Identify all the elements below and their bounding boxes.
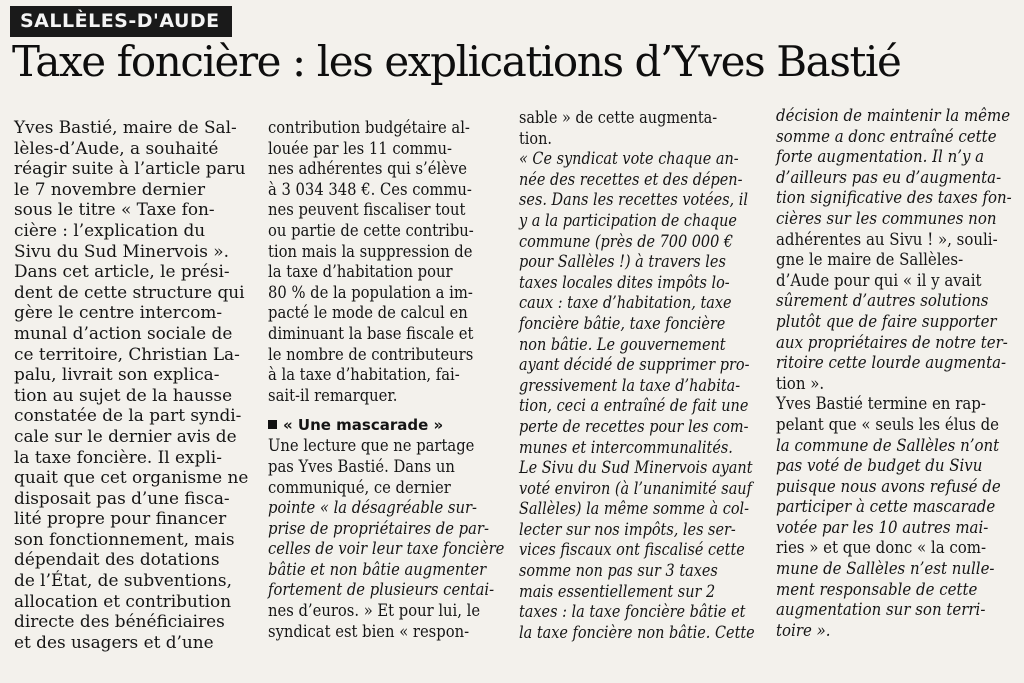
text-line: réagir suite à l’article paru xyxy=(14,159,246,180)
text-line: ritoire cette lourde augmenta- xyxy=(776,353,1007,374)
text-line: Yves Bastié, maire de Sal- xyxy=(14,118,237,138)
text-line: gère le centre intercom- xyxy=(14,303,223,324)
text-line: taxes locales dites impôts lo- xyxy=(519,272,730,293)
text-line: Sivu du Sud Minervois ». xyxy=(14,241,230,262)
text-line: ou partie de cette contribu- xyxy=(268,220,474,241)
text-line: tion ». xyxy=(776,373,825,394)
text-line: la commune de Sallèles n’ont xyxy=(776,435,1000,456)
text-line: cières sur les communes non xyxy=(776,208,997,229)
text-line: augmentation sur son terri- xyxy=(776,600,986,621)
text-line: nes peuvent fiscaliser tout xyxy=(268,200,466,221)
text-line: cale sur le dernier avis de xyxy=(14,426,237,447)
text-line: toire ». xyxy=(776,620,831,641)
text-line: lité propre pour financer xyxy=(14,509,227,530)
text-line: sous le titre « Taxe fon- xyxy=(14,200,215,221)
text-line: pas Yves Bastié. Dans un xyxy=(268,456,455,477)
text-line: ses. Dans les recettes votées, il xyxy=(519,190,748,211)
text-line: ries » et que donc « la com- xyxy=(776,538,987,559)
text-line: Sallèles) la même somme à col- xyxy=(519,499,750,520)
text-line: fortement de plusieurs centai- xyxy=(268,580,495,601)
text-line: sûrement d’autres solutions xyxy=(776,291,989,312)
text-line: à 3 034 348 €. Ces commu- xyxy=(268,179,472,200)
text-line: ment responsable de cette xyxy=(776,579,978,600)
text-line: tion, ceci a entraîné de fait une xyxy=(519,396,749,417)
text-line: nes d’euros. » Et pour lui, le xyxy=(268,601,481,622)
text-line: participer à cette mascarade xyxy=(776,497,996,518)
text-line: lèles-d’Aude, a souhaité xyxy=(14,138,219,159)
text-line: somme non pas sur 3 taxes xyxy=(519,561,718,582)
text-line: taxes : la taxe foncière bâtie et xyxy=(519,602,746,623)
subheading-text: « Une mascarade » xyxy=(283,416,444,435)
text-line: disposait pas d’une fisca- xyxy=(14,488,230,509)
text-line: décision de maintenir la même xyxy=(776,106,1011,126)
text-line: pour Sallèles !) à travers les xyxy=(519,252,726,273)
section-kicker: SALLÈLES-D'AUDE xyxy=(10,6,232,37)
text-line: mais essentiellement sur 2 xyxy=(519,581,716,602)
text-line: à la taxe d’habitation, fai- xyxy=(268,365,460,386)
text-line: constatée de la part syndi- xyxy=(14,406,242,427)
text-line: dépendait des dotations xyxy=(14,550,220,571)
text-line: caux : taxe d’habitation, taxe xyxy=(519,293,732,314)
text-line: son fonctionnement, mais xyxy=(14,529,235,550)
text-line: aux propriétaires de notre ter- xyxy=(776,332,1008,353)
text-line: voté environ (à l’unanimité sauf xyxy=(519,478,752,499)
text-line: tion mais la suppression de xyxy=(268,241,473,262)
text-line: et des usagers et d’une xyxy=(14,632,214,653)
text-line: syndicat est bien « respon- xyxy=(268,621,470,642)
text-line: quait que cet organisme ne xyxy=(14,468,249,489)
text-line: ce territoire, Christian La- xyxy=(14,344,240,365)
text-line: directe des bénéficiaires xyxy=(14,612,225,633)
text-line: pacté le mode de calcul en xyxy=(268,303,468,324)
text-line: cière : l’explication du xyxy=(14,220,206,241)
bullet-square-icon xyxy=(268,420,277,429)
text-line: née des recettes et des dépen- xyxy=(519,169,743,190)
text-line: le 7 novembre dernier xyxy=(14,179,206,200)
text-line: Yves Bastié termine en rap- xyxy=(776,394,986,415)
text-line: adhérentes au Sivu ! », souli- xyxy=(776,229,998,250)
text-line: d’Aude pour qui « il y avait xyxy=(776,270,982,291)
text-line: pointe « la désagréable sur- xyxy=(268,498,477,519)
text-line: 80 % de la population a im- xyxy=(268,282,473,303)
text-line: Dans cet article, le prési- xyxy=(14,262,230,283)
text-line: non bâtie. Le gouvernement xyxy=(519,334,726,355)
article-column-3 xyxy=(519,108,800,643)
text-line: munal d’action sociale de xyxy=(14,323,233,344)
text-line: lecter sur nos impôts, les ser- xyxy=(519,519,736,540)
text-line: diminuant la base fiscale et xyxy=(268,323,474,344)
text-line: somme a donc entraîné cette xyxy=(776,126,997,147)
article-column-2 xyxy=(268,118,543,642)
text-line: plutôt que de faire supporter xyxy=(776,311,997,332)
text-line: Une lecture que ne partage xyxy=(268,436,475,457)
text-line: foncière bâtie, taxe foncière xyxy=(519,313,726,334)
text-line: sait-il remarquer. xyxy=(268,385,398,406)
text-line: louée par les 11 commu- xyxy=(268,138,452,159)
text-line: tion. xyxy=(519,128,553,149)
text-line: gressivement la taxe d’habita- xyxy=(519,375,741,396)
text-line: sable » de cette augmenta- xyxy=(519,108,718,128)
text-line: munes et intercommunalités. xyxy=(519,437,733,458)
subheading xyxy=(268,414,543,436)
text-line: commune (près de 700 000 € xyxy=(519,231,734,252)
text-line: allocation et contribution xyxy=(14,591,232,612)
text-line: forte augmentation. Il n’y a xyxy=(776,147,985,168)
text-line: tion au sujet de la hausse xyxy=(14,385,233,406)
text-line: d’ailleurs pas eu d’augmenta- xyxy=(776,167,1002,188)
text-line: puisque nous avons refusé de xyxy=(776,476,1001,497)
text-line: celles de voir leur taxe foncière xyxy=(268,539,505,560)
text-line: contribution budgétaire al- xyxy=(268,118,470,138)
text-line: Le Sivu du Sud Minervois ayant xyxy=(519,458,753,479)
article-headline: Taxe foncière : les explications d’Yves Bastié xyxy=(12,37,901,86)
article-column-1 xyxy=(14,118,252,653)
text-line: pelant que « seuls les élus de xyxy=(776,414,1000,435)
text-line: bâtie et non bâtie augmenter xyxy=(268,559,487,580)
text-line: palu, livrait son explica- xyxy=(14,365,220,386)
text-line: nes adhérentes qui s’élève xyxy=(268,159,467,180)
text-line: tion significative des taxes fon- xyxy=(776,188,1012,209)
text-line: « Ce syndicat vote chaque an- xyxy=(519,149,739,170)
text-line: de l’État, de subventions, xyxy=(14,571,232,592)
text-line: le nombre de contributeurs xyxy=(268,344,474,365)
article-column-4 xyxy=(776,106,1024,641)
text-line: prise de propriétaires de par- xyxy=(268,518,489,539)
text-line: la taxe foncière. Il expli- xyxy=(14,447,222,468)
text-line: y a la participation de chaque xyxy=(519,210,737,231)
text-line: dent de cette structure qui xyxy=(14,282,245,303)
text-line: votée par les 10 autres mai- xyxy=(776,517,989,538)
text-line: mune de Sallèles n’est nulle- xyxy=(776,559,995,580)
text-line: gne le maire de Sallèles- xyxy=(776,250,964,271)
text-line: vices fiscaux ont fiscalisé cette xyxy=(519,540,745,561)
text-line: la taxe foncière non bâtie. Cette xyxy=(519,622,755,643)
text-line: communiqué, ce dernier xyxy=(268,477,451,498)
text-line: pas voté de budget du Sivu xyxy=(776,456,983,477)
text-line: perte de recettes pour les com- xyxy=(519,416,749,437)
text-line: ayant décidé de supprimer pro- xyxy=(519,355,750,376)
text-line: la taxe d’habitation pour xyxy=(268,262,453,283)
